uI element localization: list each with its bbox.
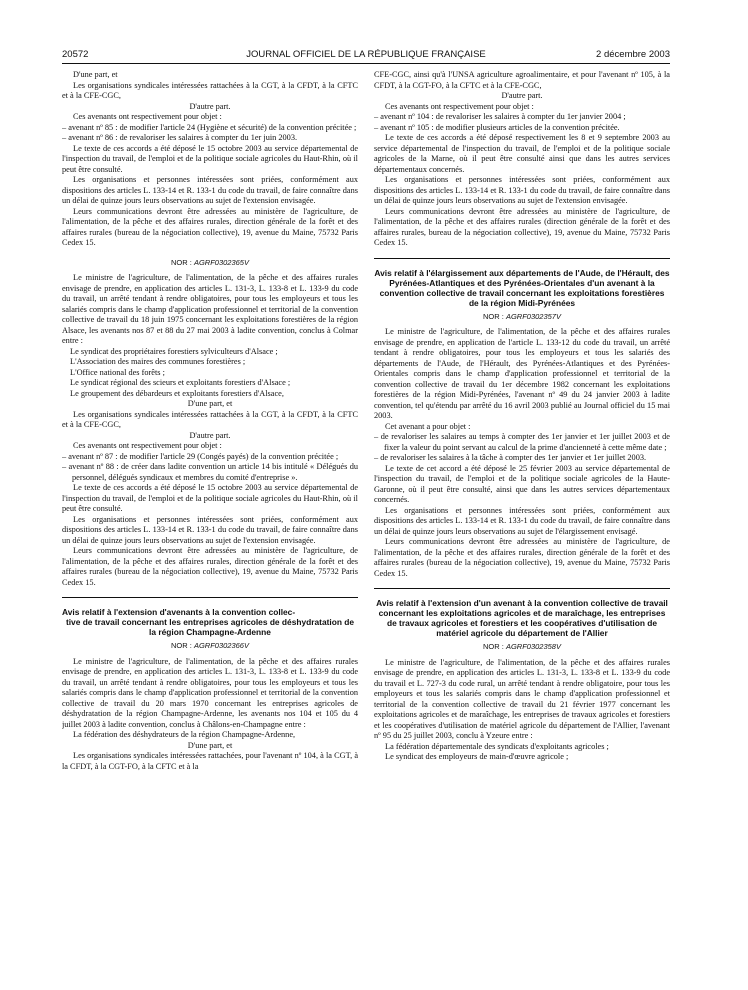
journal-title: JOURNAL OFFICIEL DE LA RÉPUBLIQUE FRANÇAISE [246,49,486,60]
paragraph: Les organisations syndicales intéressées rattachées à la CGT, à la CFDT, à la CFTC et à la CFE-CGC, [62,409,358,429]
list-item: – avenant nº 86 : de revaloriser les salaires à compter du 1er juin 2003. [62,133,298,142]
paragraph: Cet avenant a pour objet : [385,421,471,431]
paragraph: Le ministre de l'agriculture, de l'alimentation, de la pêche et des affaires rurales envisage de prendre, en application de l'article L. 133-12 du code du travail, un arrêté tendant à rendre obligatoires, pour tous les employeurs et tous les salariés des départements de l'Aude, de l'Hérault, des Pyrénées-Atlantiques et des Pyrénées-Orientales compris dans le champ d'application professionnel et territorial de la convention collective de travail du 1er décembre 1982 concernant les exploitations forestières de la région Midi-Pyrénées, l'avenant nº 49 du 24 janvier 2003 à ladite convention, tel qu'étendu par arrêté du 16 avril 2003 publié au Journal officiel du 15 mai 2003. [374,327,670,420]
list-item: – avenant nº 88 : de créer dans ladite convention un article 14 bis intitulé « Délégués du personnel, délégués syndicaux et membres du comité d'entreprise ». [62,462,358,482]
paragraph: Les organisations syndicales intéressées rattachées à la CGT, à la CFDT, à la CFTC et à la CFE-CGC, [62,80,358,100]
paragraph: Le syndicat régional des scieurs et exploitants forestiers d'Alsace ; [70,378,291,387]
paragraph: CFE-CGC, ainsi qu'à l'UNSA agriculture agroalimentaire, et pour l'avenant nº 105, à la CFDT, à la CGT-FO, à la CFTC et à la CFE-CGC, [374,70,670,90]
paragraph: La fédération départementale des syndicats d'exploitants agricoles ; [385,741,609,751]
nor-reference: NOR : AGRF0302357V [483,311,561,321]
paragraph: Leurs communications devront être adressées au ministère de l'agriculture, de l'alimentation, de la pêche et des affaires rurales (direction générale de la forêt et des affaires rurales, bureau de la négociation collective), 19, avenue du Maine, 75732 Paris Cedex 15. [374,206,670,247]
paragraph: Le groupement des débardeurs et exploitants forestiers d'Alsace, [70,388,284,398]
paragraph: Le ministre de l'agriculture, de l'alimentation, de la pêche et des affaires rurales envisage de prendre, en application des articles L. 131-3, L. 133-8 et L. 133-9 du code du travail, un arrêté tendant à rendre obligatoires, pour tous les employeurs et tous les salariés compris dans le champ d'application professionnel et territorial de la convention collective de travail du 18 juin 1975 concernant les exploitations forestières de la région Alsace, les avenants nos 87 et 88 du 27 mai 2003 à ladite convention, conclus à Colmar entre : [62,273,358,345]
nor-reference: NOR : AGRF0302358V [483,642,561,651]
paragraph: Les organisations syndicales intéressées rattachées, pour l'avenant nº 104, à la CGT, à la CFDT, à la CGT-FO, à la CFTC et à la [62,751,358,771]
paragraph: Les organisations et personnes intéressées sont priées, conformément aux dispositions des articles L. 133-14 et R. 133-1 du code du travail, de faire connaître dans un délai de quinze jours leurs observations au sujet de l'extension envisagée. [374,175,670,205]
paragraph: Le texte de ces accords a été déposé le 15 octobre 2003 au service départemental de l'inspection du travail, de l'emploi et de la politique sociale agricoles du Haut-Rhin, où il peut être consulté. [62,143,358,174]
paragraph: Les organisations et personnes intéressées sont priées, conformément aux dispositions des articles L. 133-14 et R. 133-1 du code du travail, de faire connaître dans un délai de quinze jours leurs observations au sujet de l'élargissement envisagé. [374,505,670,536]
paragraph: D'une part, et [187,399,233,408]
paragraph: L'Office national des forêts ; [70,367,165,377]
page-number: 20572 [62,49,89,60]
paragraph: Leurs communications devront être adressées au ministère de l'agriculture, de l'alimentation, de la pêche et des affaires rurales, direction générale de la forêt et des affaires rurales (bureau de la négociation collective), 19, avenue du Maine, 75732 Paris Cedex 15. [62,206,358,247]
nor-reference: NOR : AGRF0302365V [171,257,249,267]
section-divider [374,258,670,259]
paragraph: D'autre part. [189,430,231,440]
issue-date: 2 décembre 2003 [596,49,670,60]
left-column [62,70,358,985]
paragraph: Les organisations et personnes intéressées sont priées, conformément aux dispositions des articles L. 133-14 et R. 133-1 du code du travail, de faire connaître dans un délai de quinze jours leurs observations au sujet de l'extension envisagée. [62,175,358,205]
right-column [374,70,670,985]
paragraph: Le texte de ces accords a été déposé le 15 octobre 2003 au service départemental de l'inspection du travail, de l'emploi et de la politique sociale agricoles du Haut-Rhin, où il peut être consulté. [62,483,358,513]
header-rule [62,63,670,64]
paragraph: Le texte de ces accords a été déposé respectivement les 8 et 9 septembre 2003 au service départemental de l'inspection du travail, de l'emploi et de la politique sociale agricoles de la Marne, où il peut être consulté ainsi que dans les autres services départementaux concernés. [374,133,670,174]
paragraph: Le syndicat des employeurs de main-d'œuvre agricole ; [385,752,569,761]
list-item: – de revaloriser les salaires à la tâche à compter des 1er janvier et 1er juillet 2003. [374,453,647,462]
nor-reference: NOR : AGRF0302366V [171,641,249,650]
paragraph: Le texte de cet accord a été déposé le 25 février 2003 au service départemental de l'inspection du travail, de l'emploi et de la politique sociale agricoles de la Haute-Garonne, où il peut être consulté, ainsi que dans les autres services départementaux concernés. [374,463,670,504]
list-item: – avenant nº 85 : de modifier l'article 24 (Hygiène et sécurité) de la convention précitée ; [62,122,357,132]
paragraph: Les organisations et personnes intéressées sont priées, conformément aux dispositions des articles L. 133-14 et R. 133-1 du code du travail, de faire connaître dans un délai de quinze jours leurs observations au sujet de l'extension envisagée. [62,514,358,545]
paragraph: La fédération des déshydrateurs de la région Champagne-Ardenne, [73,730,296,739]
section-divider [374,588,670,589]
notice-title: Avis relatif à l'extension d'avenants à la convention collec- tive de travail concernant les entreprises agricoles de déshydratation de la région Champagne-Ardenne [62,607,355,637]
paragraph: Leurs communications devront être adressées au ministère de l'agriculture, de l'alimentation, de la pêche et des affaires rurales, direction générale de la forêt et des affaires rurales (bureau de la négociation collective), 19, avenue du Maine, 75732 Paris Cedex 15. [62,546,358,587]
list-item: – avenant nº 104 : de revaloriser les salaires à compter du 1er janvier 2004 ; [374,112,626,121]
page-header [62,49,670,63]
list-item: – avenant nº 87 : de modifier l'article 29 (Congés payés) de la convention précitée ; [62,451,339,461]
paragraph: D'une part, et [187,740,233,750]
notice-title: Avis relatif à l'extension d'un avenant à la convention collective de travail concernant les exploitations agricoles et de maraîchage, les entreprises de travaux agricoles et forestiers et les coopératives d'utilisation de matériel agricole du département de l'Allier [376,598,668,638]
list-item: – avenant nº 105 : de modifier plusieurs articles de la convention précitée. [374,122,620,132]
paragraph: Le ministre de l'agriculture, de l'alimentation, de la pêche et des affaires rurales envisage de prendre, en application des articles L. 131-3, L. 133-8 et L. 133-9 du code du travail et L. 727-3 du code rural, un arrêté tendant à rendre obligatoire, pour tous les employeurs et tous les salariés compris dans le champ d'application professionnel et territorial de la convention collective de travail du 21 février 1977 concernant les exploitations agricoles et de maraîchage, les entreprises de travaux agricoles et forestiers et les coopératives d'utilisation de matériel agricole du département de l'Allier, l'avenant nº 95 du 25 juillet 2003, conclu à Yzeure entre : [374,657,670,740]
paragraph: L'Association des maires des communes forestières ; [70,357,246,366]
paragraph: Ces avenants ont respectivement pour objet : [385,101,534,111]
notice-title: Avis relatif à l'élargissement aux départements de l'Aude, de l'Hérault, des Pyrénées-Atlantiques et des Pyrénées-Orientales d'un avenant à la convention collective de travail concernant les exploitations forestières de la région Midi-Pyrénées [374,267,670,308]
paragraph: D'autre part. [501,91,543,100]
paragraph: D'autre part. [189,101,231,111]
paragraph: Le ministre de l'agriculture, de l'alimentation, de la pêche et des affaires rurales envisage de prendre, en application des articles L. 131-3, L. 133-8 et L. 133-9 du code du travail, un arrêté tendant à rendre obligatoires, pour tous les employeurs et tous les salariés compris dans le champ d'application professionnel et territorial de la convention collective de travail du 20 mars 1970 concernant les entreprises agricoles de déshydratation de la région Champagne-Ardenne, les avenants nos 104 et 105 du 4 juillet 2003 à ladite convention, conclus à Châlons-en-Champagne entre : [62,656,358,729]
paragraph: Leurs communications devront être adressées au ministère de l'agriculture, de l'alimentation, de la pêche et des affaires rurales, direction générale de la forêt et des affaires rurales (bureau de la négociation collective), 19, avenue du Maine, 75732 Paris Cedex 15. [374,537,670,578]
paragraph: Ces avenants ont respectivement pour objet : [73,112,222,121]
list-item: – de revaloriser les salaires au temps à compter des 1er janvier et 1er juillet 2003 et de fixer la valeur du point servant au calcul de la prime d'ancienneté à cette même date ; [374,432,670,452]
paragraph: Le syndicat des propriétaires forestiers sylviculteurs d'Alsace ; [70,346,278,356]
paragraph: D'une part, et [73,70,118,79]
section-divider [62,597,358,598]
paragraph: Ces avenants ont respectivement pour objet : [73,441,222,450]
